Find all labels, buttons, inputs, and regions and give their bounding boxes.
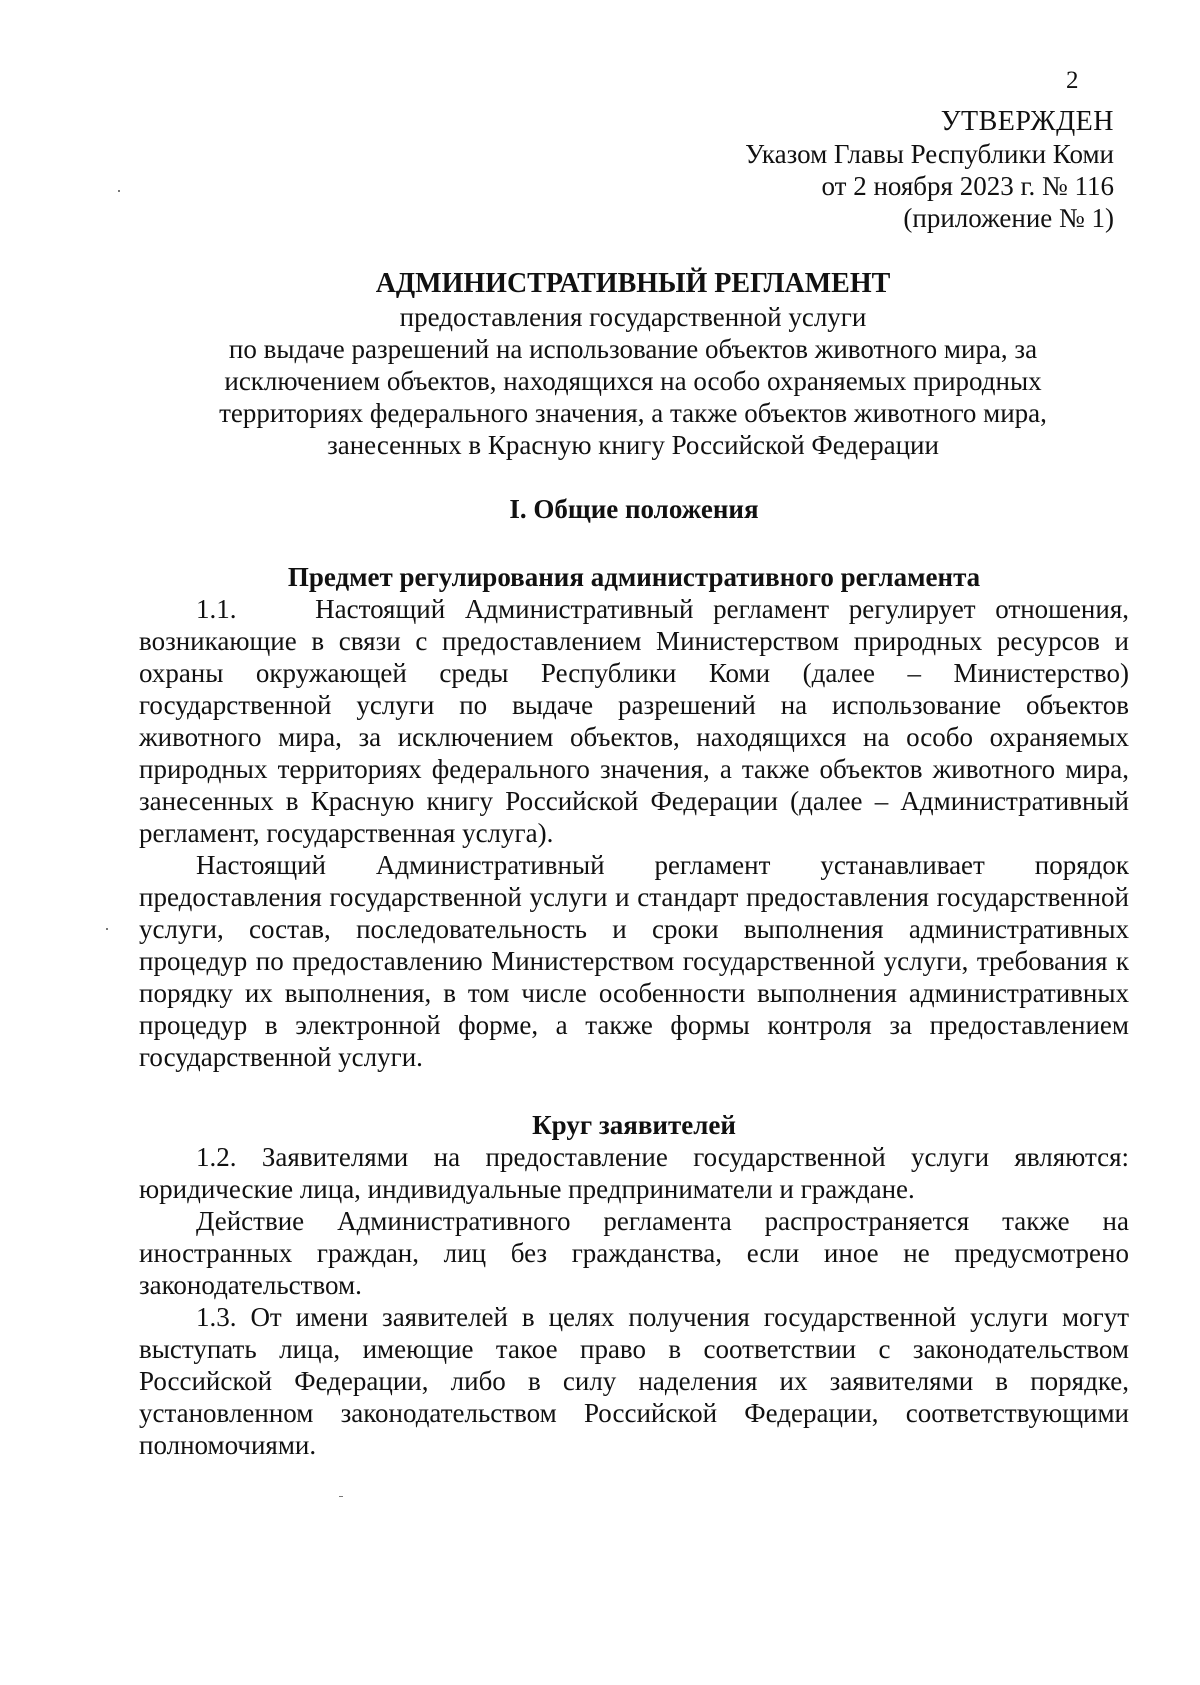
scan-speck bbox=[339, 1496, 343, 1497]
title-line: исключением объектов, находящихся на особо охраняемых природных bbox=[224, 366, 1042, 396]
paragraph: 1.2. Заявителями на предоставление государственной услуги являются: юридические лица, индивидуальные предприниматели и граждане. bbox=[139, 1142, 1129, 1204]
approval-status: УТВЕРЖДЕН bbox=[940, 106, 1114, 137]
approval-annex: (приложение № 1) bbox=[903, 203, 1114, 233]
subsection-heading-subject: Предмет регулирования административного регламента bbox=[287, 562, 981, 592]
paragraph: 1.3. От имени заявителей в целях получения государственной услуги могут выступать лица, имеющие такое право в соответствии с законодательством Российской Федерации, либо в силу наделения их заявителями в порядке, установленном законодательством Российской Федерации, соответствующими полномочиями. bbox=[139, 1302, 1129, 1460]
approval-authority: Указом Главы Республики Коми bbox=[745, 139, 1114, 169]
document-title-block bbox=[130, 267, 1136, 461]
spacer bbox=[139, 525, 1129, 561]
approval-stamp bbox=[414, 106, 1114, 234]
spacer bbox=[139, 1073, 1129, 1109]
document-body bbox=[139, 493, 1129, 1461]
scan-speck bbox=[106, 928, 108, 930]
document-title: АДМИНИСТРАТИВНЫЙ РЕГЛАМЕНТ bbox=[375, 268, 891, 299]
approval-date: от 2 ноября 2023 г. № 116 bbox=[821, 171, 1114, 201]
paragraph: Действие Административного регламента распространяется также на иностранных граждан, лиц без гражданства, если иное не предусмотрено законодательством. bbox=[139, 1206, 1129, 1300]
title-line: занесенных в Красную книгу Российской Федерации bbox=[327, 430, 939, 460]
title-line: по выдаче разрешений на использование объектов животного мира, за bbox=[228, 334, 1038, 364]
paragraph: 1.1. Настоящий Административный регламент регулирует отношения, возникающие в связи с предоставлением Министерством природных ресурсов и охраны окружающей среды Республики Коми (далее – Министерство) государственной услуги по выдаче разрешений на использование объектов животного мира, за исключением объектов, находящихся на особо охраняемых природных территориях федерального значения, а также объектов животного мира, занесенных в Красную книгу Российской Федерации (далее – Административный регламент, государственная услуга). bbox=[139, 594, 1129, 848]
scan-speck bbox=[118, 190, 120, 192]
section-heading: I. Общие положения bbox=[509, 494, 759, 524]
paragraph: Настоящий Административный регламент устанавливает порядок предоставления государственной услуги и стандарт предоставления государственной услуги, состав, последовательность и сроки выполнения административных процедур по предоставлению Министерством государственной услуги, требования к порядку их выполнения, в том числе особенности выполнения административных процедур в электронной форме, а также формы контроля за предоставлением государственной услуги. bbox=[139, 850, 1129, 1072]
subsection-heading-applicants: Круг заявителей bbox=[532, 1110, 736, 1140]
title-line: предоставления государственной услуги bbox=[399, 302, 867, 332]
page-number: 2 bbox=[1066, 67, 1079, 94]
title-line: территориях федерального значения, а также объектов животного мира, bbox=[219, 398, 1047, 428]
